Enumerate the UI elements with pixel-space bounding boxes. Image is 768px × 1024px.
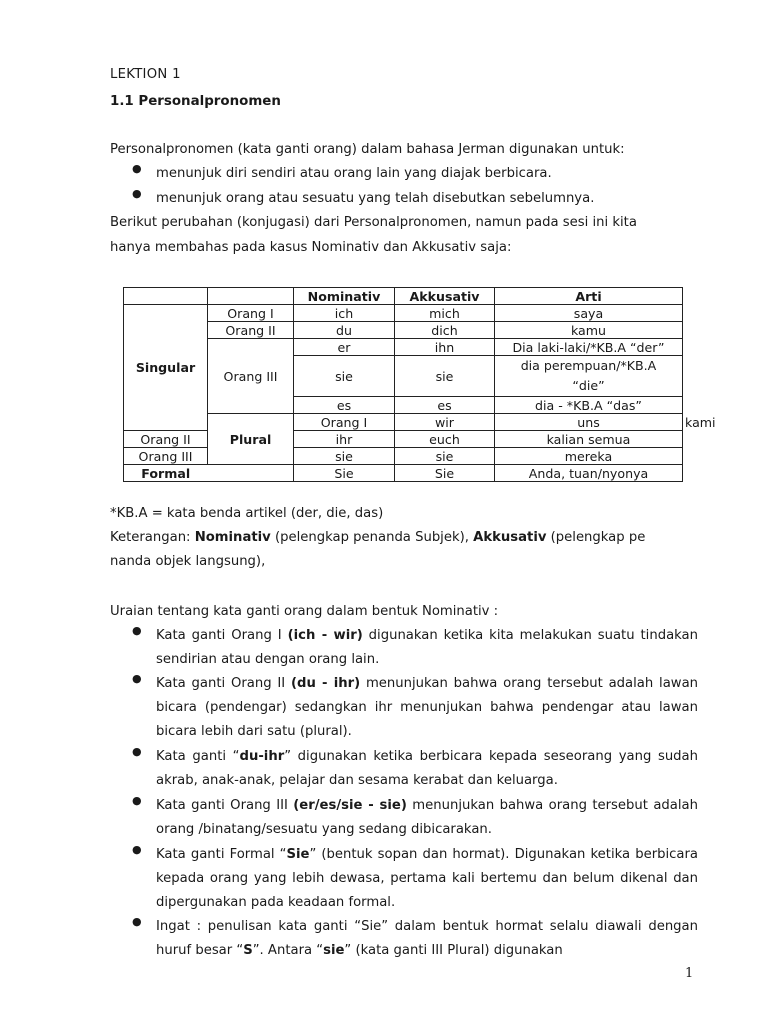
table-cell: sie <box>294 448 395 465</box>
list-item-text: menunjuk orang atau sesuatu yang telah disebutkan sebelumnya. <box>156 191 595 206</box>
text-bold: Sie <box>286 847 310 862</box>
table-cell: euch <box>395 431 495 448</box>
text-run: ” (bentuk sopan dan hormat). Digunakan ketika berbicara kepada orang yang lebih dewasa, pertama kali bertemu dan belum dikenal dan dipergunakan pada keadaan formal. <box>156 847 698 911</box>
group-label: Formal <box>124 465 208 482</box>
text-run: ” digunakan ketika berbicara kepada seseorang yang sudah akrab, anak-anak, pelajar dan sesama kerabat dan keluarga. <box>156 749 698 789</box>
table-header-row <box>124 288 683 305</box>
table-cell: Dia laki-laki/*KB.A “der” <box>495 339 683 356</box>
table-cell: es <box>294 397 395 414</box>
table-cell: Orang I <box>294 414 395 431</box>
personalpronomen-table <box>123 287 716 482</box>
text-run: Kata ganti Orang II <box>156 676 291 691</box>
text-run: Kata ganti Orang III <box>156 798 294 813</box>
table-cell: mich <box>395 305 495 322</box>
list-item-text <box>156 843 698 916</box>
table-cell: dich <box>395 322 495 339</box>
bullet-icon: ● <box>132 745 142 758</box>
table-cell: du <box>294 322 395 339</box>
table-row <box>124 431 683 448</box>
table-row <box>124 322 683 339</box>
bullet-icon: ● <box>132 672 142 685</box>
table-cell: kamu <box>495 322 683 339</box>
table-cell: ihr <box>294 431 395 448</box>
column-header: Akkusativ <box>395 288 495 305</box>
text-run: Kata ganti “ <box>156 749 240 764</box>
list-item-text <box>156 794 698 842</box>
table-row <box>124 305 683 322</box>
list-item-text <box>156 624 698 672</box>
table-cell <box>208 465 294 482</box>
keterangan-label: Keterangan: <box>110 530 195 545</box>
text-run: ”. Antara “ <box>252 943 324 959</box>
page-number: 1 <box>685 966 694 981</box>
table-cell: sie <box>294 356 395 397</box>
table-cell: ihn <box>395 339 495 356</box>
bullet-icon: ● <box>132 794 142 807</box>
table-cell <box>208 288 294 305</box>
uraian-heading: Uraian tentang kata ganti orang dalam bentuk Nominativ : <box>110 604 499 619</box>
table-cell: mereka <box>495 448 683 465</box>
table-cell <box>124 288 208 305</box>
table-cell <box>495 356 683 397</box>
table-cell: Orang I <box>208 305 294 322</box>
list-item-text: menunjuk diri sendiri atau orang lain yang diajak berbicara. <box>156 166 552 181</box>
term-akkusativ: Akkusativ <box>473 530 547 545</box>
table-cell: kalian semua <box>495 431 683 448</box>
group-label: Singular <box>124 305 208 431</box>
bullet-icon: ● <box>132 624 142 637</box>
lesson-heading: LEKTION 1 <box>110 67 181 82</box>
bullet-icon: ● <box>132 843 142 856</box>
column-header: Nominativ <box>294 288 395 305</box>
table-cell: er <box>294 339 395 356</box>
text-run: Kata ganti Formal “ <box>156 847 287 862</box>
text-bold: du-ihr <box>239 749 285 764</box>
term-nominativ: Nominativ <box>194 530 271 545</box>
table-cell: Orang II <box>208 322 294 339</box>
table-cell: sie <box>395 448 495 465</box>
table-cell: uns <box>495 414 683 431</box>
list-item-text <box>156 672 698 745</box>
table-cell: Sie <box>294 465 395 482</box>
cell-line: dia perempuan/*KB.A <box>520 358 657 373</box>
table-row: Plural Orang I wir uns kami <box>124 414 683 431</box>
text-run: digunakan ketika kita melakukan suatu tindakan sendirian atau dengan orang lain. <box>156 628 698 668</box>
text-run: menunjukan bahwa orang tersebut adalah orang /binatang/sesuatu yang sedang dibicarakan. <box>156 798 698 838</box>
text-run: Kata ganti Orang I <box>156 628 288 643</box>
footnote: *KB.A = kata benda artikel (der, die, das) <box>110 506 384 521</box>
bullet-icon: ● <box>132 915 142 928</box>
paragraph: Berikut perubahan (konjugasi) dari Personalpronomen, namun pada sesi ini kita <box>110 215 637 230</box>
bullet-icon: ● <box>132 162 142 175</box>
text-bold: (ich - wir) <box>287 628 363 643</box>
list-item-text <box>156 745 698 793</box>
keterangan-line: nanda objek langsung), <box>110 554 266 569</box>
table-row <box>124 339 683 356</box>
cell-line: “die” <box>572 378 605 393</box>
paragraph: hanya membahas pada kasus Nominativ dan Akkusativ saja: <box>110 240 512 255</box>
section-heading: 1.1 Personalpronomen <box>110 94 281 109</box>
table-cell: es <box>395 397 495 414</box>
table-cell: saya <box>495 305 683 322</box>
table-cell: sie <box>395 356 495 397</box>
table-row <box>124 465 683 482</box>
text-bold: (du - ihr) <box>290 676 361 691</box>
term-description: (pelengkap penanda Subjek), <box>270 530 474 545</box>
table-cell: Orang III <box>208 339 294 414</box>
intro-paragraph: Personalpronomen (kata ganti orang) dalam bahasa Jerman digunakan untuk: <box>110 142 625 157</box>
text-bold: (er/es/sie - sie) <box>293 798 407 813</box>
table-cell: Sie <box>395 465 495 482</box>
table-row <box>124 448 683 465</box>
keterangan-line <box>110 526 698 551</box>
text-run: ” (kata ganti III Plural) digunakan <box>344 943 563 959</box>
text-run: menunjukan bahwa orang tersebut adalah lawan bicara (pendengar) sedangkan ihr menunjukan bahwa pendengar atau lawan bicara lebih dari satu (plural). <box>156 676 699 740</box>
table-cell: ich <box>294 305 395 322</box>
text-run: Ingat : penulisan kata ganti “Sie” dalam bentuk hormat selalu diawali dengan huruf besar “ <box>156 919 698 959</box>
table-cell: Orang III <box>124 448 208 465</box>
column-header: Arti <box>495 288 683 305</box>
table-cell: Anda, tuan/nyonya <box>495 465 683 482</box>
table-cell: wir <box>395 414 495 431</box>
table-cell: dia - *KB.A “das” <box>495 397 683 414</box>
bullet-icon: ● <box>132 187 142 200</box>
text-bold: sie <box>323 943 345 959</box>
list-item-text <box>156 915 698 963</box>
text-bold: S <box>243 943 253 959</box>
table-cell: Orang II <box>124 431 208 448</box>
term-description: (pelengkap pe <box>546 530 646 545</box>
group-label: Plural <box>208 414 294 465</box>
